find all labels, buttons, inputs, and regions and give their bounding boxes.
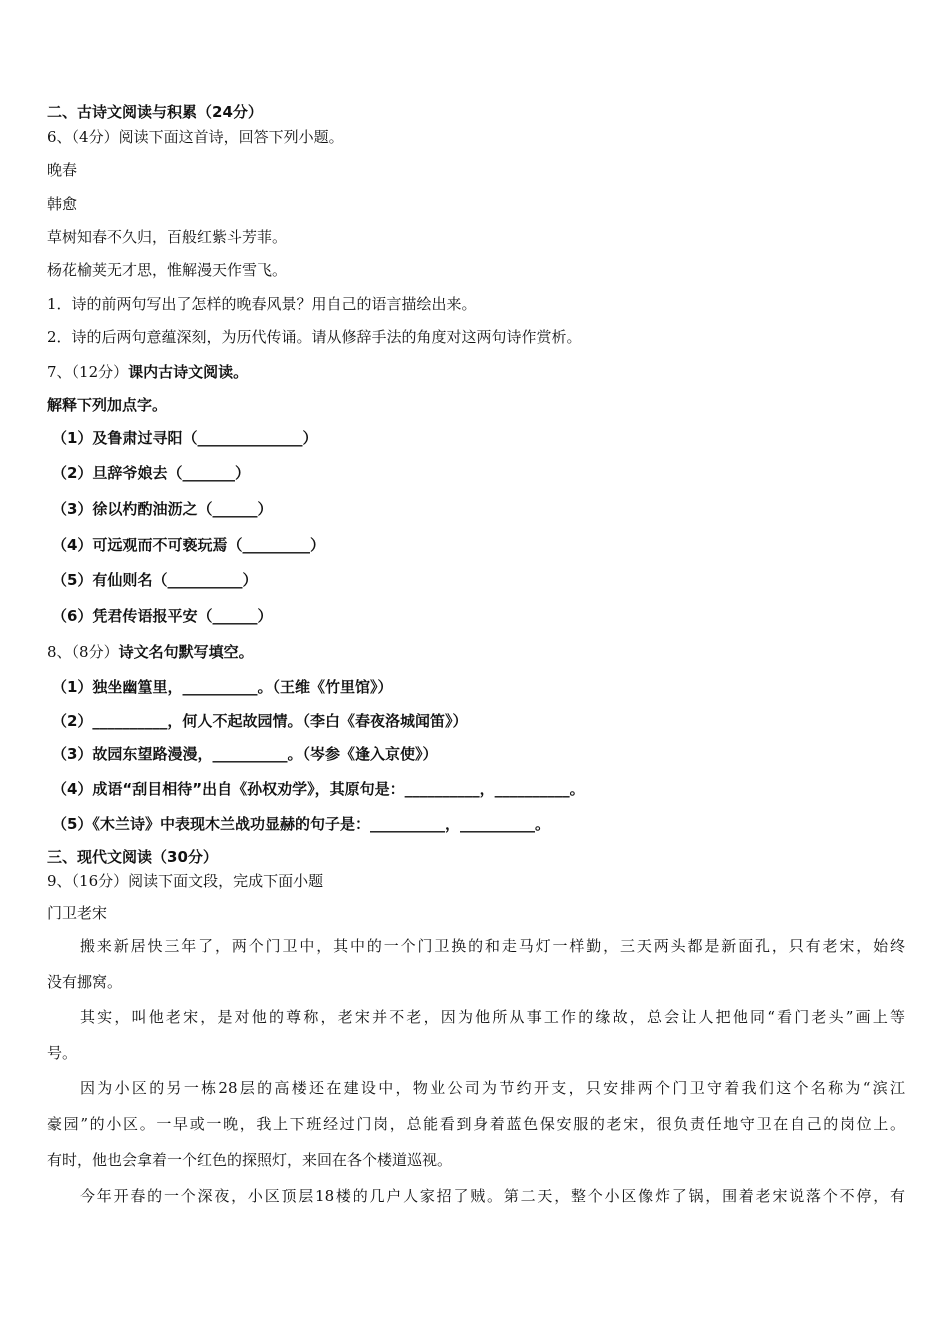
story-line: 豪园”的小区。一早或一晚，我上下班经过门岗，总能看到身着蓝色保安服的老宋，很负责任地守卫在自己的岗位上。 — [47, 1115, 905, 1133]
q7-item: （5）有仙则名（__________） — [52, 571, 258, 589]
poem-title: 晚春 — [47, 161, 78, 179]
q7-prompt — [47, 362, 248, 382]
story-line: 今年开春的一个深夜，小区顶层18楼的几户人家招了贼。第二天，整个小区像炸了锅，围着老宋说落个不停，有 — [80, 1187, 905, 1205]
story-line: 号。 — [47, 1044, 78, 1062]
q8-item: （5）《木兰诗》中表现木兰战功显赫的句子是：__________，__________。 — [52, 815, 550, 833]
q7-number: 7、（12分） — [47, 363, 129, 381]
section-3-title: 三、现代文阅读（30分） — [47, 848, 218, 866]
q6-subquestion: 2．诗的后两句意蕴深刻，为历代传诵。请从修辞手法的角度对这两句诗作赏析。 — [47, 328, 582, 346]
q8-item: （3）故园东望路漫漫，__________。（岑参《逢入京使》） — [52, 745, 438, 763]
section-2-title: 二、古诗文阅读与积累（24分） — [47, 103, 263, 121]
poem-author: 韩愈 — [47, 195, 78, 213]
q8-item: （2）__________，何人不起故园情。（李白《春夜洛城闻笛》） — [52, 712, 468, 730]
q8-number: 8、（8分） — [47, 643, 119, 661]
q8-text: 诗文名句默写填空。 — [118, 643, 254, 661]
q6-subquestion: 1．诗的前两句写出了怎样的晚春风景？用自己的语言描绘出来。 — [47, 295, 477, 313]
q7-item: （4）可远观而不可亵玩焉（_________） — [52, 536, 325, 554]
q7-instruction: 解释下列加点字。 — [47, 396, 168, 414]
poem-line: 杨花榆荚无才思，惟解漫天作雪飞。 — [47, 261, 288, 279]
story-title: 门卫老宋 — [47, 904, 108, 922]
story-line: 没有挪窝。 — [47, 973, 123, 991]
story-line: 因为小区的另一栋28层的高楼还在建设中，物业公司为节约开支，只安排两个门卫守着我们这个名称为“滨江 — [80, 1079, 905, 1097]
story-line: 搬来新居快三年了，两个门卫中，其中的一个门卫换的和走马灯一样勤，三天两头都是新面孔，只有老宋，始终 — [80, 937, 905, 955]
q7-item: （3）徐以杓酌油沥之（______） — [52, 500, 273, 518]
q6-prompt: 6、（4分）阅读下面这首诗，回答下列小题。 — [47, 128, 344, 146]
q8-item: （1）独坐幽篁里，__________。（王维《竹里馆》） — [52, 678, 393, 696]
q9-prompt: 9、（16分）阅读下面文段，完成下面小题 — [47, 872, 324, 890]
q7-text: 课内古诗文阅读。 — [128, 363, 249, 381]
q8-item: （4）成语“刮目相待”出自《孙权劝学》，其原句是：__________，__________。 — [52, 780, 585, 798]
q7-item: （2）旦辞爷娘去（_______） — [52, 464, 250, 482]
poem-line: 草树知春不久归，百般红紫斗芳菲。 — [47, 228, 288, 246]
story-line: 其实，叫他老宋，是对他的尊称，老宋并不老，因为他所从事工作的缘故，总会让人把他同“看门老头”画上等 — [80, 1008, 905, 1026]
story-line: 有时，他也会拿着一个红色的探照灯，来回在各个楼道巡视。 — [47, 1151, 453, 1169]
q7-item: （6）凭君传语报平安（______） — [52, 607, 273, 625]
q7-item: （1）及鲁肃过寻阳（______________） — [52, 429, 318, 447]
q8-prompt — [47, 642, 254, 662]
